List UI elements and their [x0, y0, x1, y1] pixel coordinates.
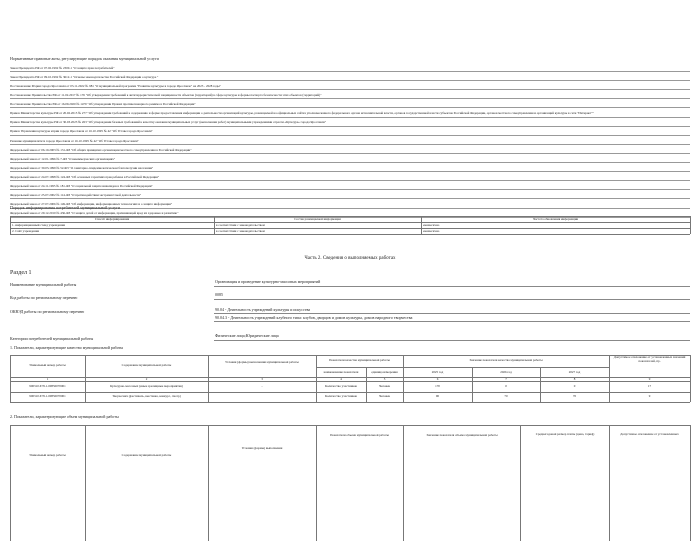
work-name-label: Наименование муниципальной работы: [10, 282, 77, 287]
quality-header-unique: Уникальный номер работы: [29, 364, 66, 367]
norm-list-item-text: Постановление Мэрии города Ярославля от 03.11.2022 № 981 "О муниципальной программе "Развитие культуры в городе Ярославле" на 2023 - 2028 годы": [10, 83, 221, 88]
table-row-content: Культурно-массовых (иные зрелищные мероприятия): [110, 385, 183, 388]
volume-heading: 2. Показатели, характеризующие объем муниципальной работы: [10, 414, 119, 419]
quality-header-indicators: Показатели качества муниципальной работы: [329, 359, 390, 362]
quality-header-content: Содержание муниципальной работы: [121, 364, 172, 367]
col-number: 1: [46, 377, 49, 381]
norm-list-item-text: Федеральный закон от 24.07.1998 № 124-ФЗ "Об основных гарантиях прав ребенка в Российской Федерации": [10, 174, 160, 179]
volume-header-deviation: Допустимое отклонение от установленных: [620, 433, 679, 436]
table-row-conditions: -: [261, 385, 263, 388]
table-row-value: 0: [505, 385, 507, 388]
quality-header-year: 2027 год: [568, 371, 581, 374]
volume-header-avg-fee: Среднегодовой размер платы (цена, тариф): [535, 433, 595, 436]
table-row-unit: Человек: [378, 385, 391, 388]
norm-list-item-text: Федеральный закон от 12.01.1996 № 7-ФЗ "О некоммерческих организациях": [10, 156, 116, 161]
table-row-code: 900310.P.76.1.00850070001: [29, 385, 66, 388]
col-number: 4: [340, 377, 342, 381]
norm-list-item-text: Постановление Правительства РФ от 11.02.2017 № 176 "Об утверждении требований к антитеррористической защищенности объектов (территорий) в сфере культуры и формы паспорта безопасности этих объектов (территорий)": [10, 93, 322, 98]
quality-heading: 1. Показатели, характеризующие качество муниципальной работы: [10, 345, 124, 350]
okved-value: 90.04.3 - Деятельность учреждений клубного типа: клубов, дворцов и домов культуры, домов народного творчества: [215, 315, 413, 320]
col-number: 3: [261, 377, 263, 381]
inform-header-content: Состав размещаемой информации: [294, 217, 341, 221]
inform-row-frequency: ежемесячно: [423, 223, 440, 227]
col-number: 7: [505, 377, 507, 381]
inform-row-content: в соответствии с законодательством: [216, 229, 265, 233]
okved-value: 90.04 - Деятельность учреждений культуры и искусства: [215, 307, 311, 312]
volume-header-values: Значение показателя объема муниципальной работы: [426, 434, 498, 437]
table-row-value: 90: [435, 395, 440, 398]
inform-header-method: Способ информирования: [94, 217, 130, 221]
norm-heading: Нормативные правовые акты, регулирующие порядок оказания муниципальной услуги: [10, 56, 159, 61]
norm-list-item-text: Федеральный закон от 27.07.2006 № 149-ФЗ "Об информации, информационных технологиях и о защите информации": [10, 202, 173, 207]
inform-header-frequency: Частота обновления информации: [532, 217, 579, 221]
work-name-value: Организация и проведение культурно-массовых мероприятий: [215, 279, 321, 284]
table-row-deviation: 17: [647, 385, 652, 388]
col-number: 6: [436, 377, 439, 381]
quality-header-conditions: Условия (формы) выполнения муниципальной работы: [225, 361, 299, 364]
quality-header-year: 2025 год: [431, 371, 444, 374]
okved-label: ОКВЭД работы по региональному перечню: [10, 309, 85, 314]
volume-header-indicators: Показатели объема муниципальной работы: [330, 434, 389, 437]
norm-list-item-text: Решение муниципалитета города Ярославля от 16.10.1995 № 42 "Об Уставе города Ярославля": [10, 138, 139, 143]
consumers-label: Категории потребителей муниципальной работы: [10, 336, 94, 341]
col-number: 2: [145, 377, 148, 381]
norm-list-item-text: Федеральный закон от 30.03.1999 № 52-ФЗ "О санитарно-эпидемиологическом благополучии населения": [10, 165, 154, 170]
inform-heading: Порядок информирования потребителей муниципальной услуги: [10, 205, 120, 210]
inform-row-method: 1. информационный стенд учреждения: [12, 223, 65, 227]
inform-row-method: 2. Сайт учреждения: [12, 229, 39, 233]
norm-list-item-text: Приказ Управления культуры мэрии города Ярославля от 16.10.1995 № 42 "Об Уставе города Ярославля": [10, 129, 153, 134]
norm-list-item-text: Закон Президента РФ от 09.10.1992 № 3612-1 "Основы законодательства Российской Федерации о культуре ": [10, 74, 159, 79]
quality-header-values: Значение показателя качества муниципальной работы: [469, 359, 543, 362]
norm-list-item-text: Закон Президента РФ от 07.02.1992 № 2300-1 "О защите прав потребителей": [10, 65, 115, 70]
quality-header-year: 2026 год: [500, 371, 512, 374]
inform-row-content: в соответствии с законодательством: [216, 223, 265, 227]
section-title: Раздел 1: [10, 270, 32, 276]
norm-list-item-text: Федеральный закон от 29.12.2010 № 436-ФЗ "О защите детей от информации, причиняющей вред их здоровью и развитию": [10, 211, 179, 216]
norm-list-item-text: Приказ Министерства культуры РФ от 20.02.2015 № 277 "Об утверждении требований к содержанию и форме предоставления информации о деятельности организаций культуры, размещаемой на официальных сайтах уполномоченного федерального органа исполнительной власти, органов государственной власти субъектов Российской Федерации, органов местного самоуправления и организаций культуры в сети "Интернет"": [10, 111, 594, 116]
table-row-value: 70: [504, 395, 508, 398]
quality-header-deviation: Допустимое отклонение от установленных значений показателей, пр.: [613, 356, 686, 363]
table-row-code: 900310.P.76.1.00850070001: [29, 395, 66, 398]
volume-header-conditions: Условия (формы) выполнения: [241, 447, 283, 450]
consumers-value: Физические лица;Юридические лица: [215, 333, 279, 338]
col-number: 9: [648, 377, 651, 381]
norm-list-item-text: Приказ Министерства культуры РФ от 30.03.2023 № 263 "Об утверждении базовых требований к качеству оказания муниципальных услуг (выполнения работ) муниципальными учреждениями отрасли «Культура» города Ярославля": [10, 120, 327, 125]
volume-header-unique: Уникальный номер работы: [29, 454, 66, 457]
norm-list-item-text: Постановление Правительства РФ от 16.09.2020 № 1479 "Об утверждении Правил противопожарного режима в Российской Федерации": [10, 102, 196, 107]
table-row-indicator: Количество участников: [325, 385, 357, 388]
norm-list-item-text: Федеральный закон от 24.11.1995 № 181-ФЗ "О социальной защите инвалидов в Российской Федерации": [10, 184, 153, 189]
table-row-value: 70: [572, 395, 577, 398]
inform-row-frequency: ежемесячно: [423, 229, 440, 233]
table-row-unit: Человек: [378, 395, 391, 398]
norm-list-item-text: Федеральный закон от 06.10.2003 № 131-ФЗ "Об общих принципах организации местного самоуправления в Российской Федерации": [10, 147, 192, 152]
col-number: 5: [383, 377, 386, 381]
quality-header-indicator-name: наименование показателя: [323, 371, 359, 374]
volume-header-content: Содержание муниципальной работы: [121, 454, 172, 457]
table-row-content: Творческих (фестиваль, выставка, конкурс, смотр): [112, 395, 181, 398]
table-row-value: 170: [435, 385, 440, 388]
work-code-value: 0085: [215, 292, 223, 297]
work-code-label: Код работы по региональному перечню: [10, 295, 78, 300]
part2-title: Часть 2. Сведения о выполняемых работах: [304, 256, 396, 261]
norm-list-item-text: Федеральный закон от 25.07.2002 № 114-ФЗ "О противодействии экстремистской деятельности": [10, 193, 142, 198]
quality-header-unit: единица измерения: [371, 371, 398, 374]
table-row-deviation: 9: [648, 395, 651, 398]
table-row-value: 0: [573, 385, 576, 388]
table-row-indicator: Количество участников: [325, 395, 357, 398]
col-number: 8: [573, 377, 576, 381]
